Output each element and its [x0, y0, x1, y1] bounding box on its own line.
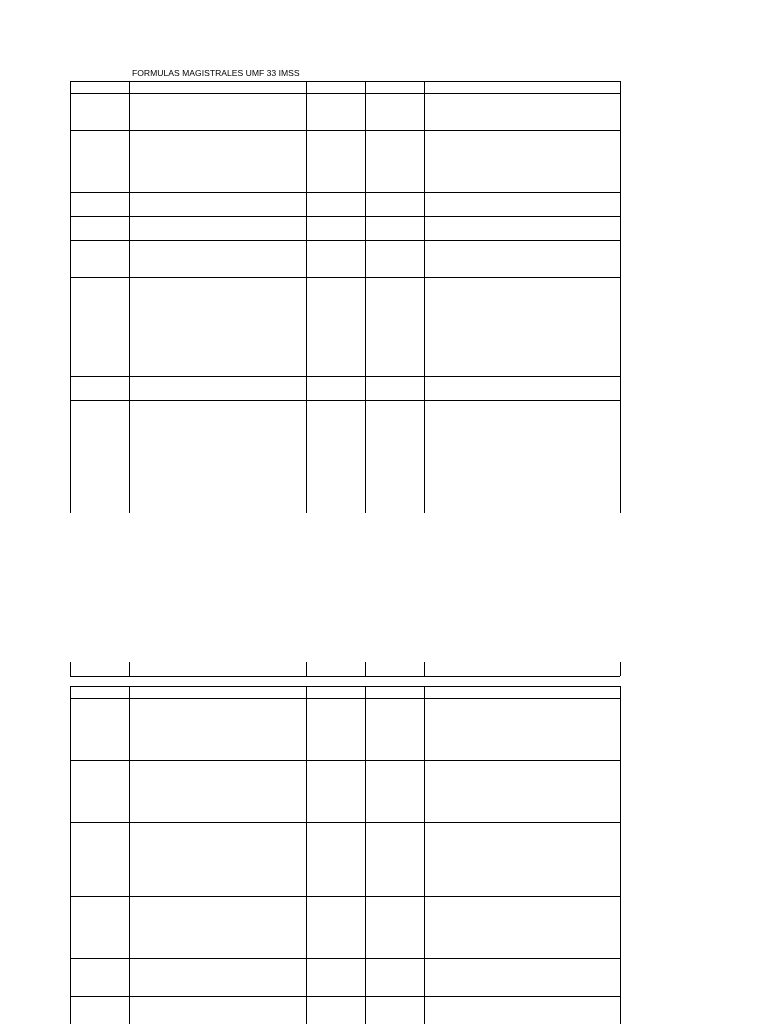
column-rule [620, 81, 621, 513]
column-rule [129, 662, 130, 676]
row-rule [70, 896, 620, 897]
row-rule [70, 240, 620, 241]
row-rule [70, 996, 620, 997]
column-rule [129, 686, 130, 1024]
column-rule [306, 686, 307, 1024]
column-rule [70, 686, 71, 1024]
column-rule [70, 662, 71, 676]
column-rule [365, 662, 366, 676]
row-rule [70, 400, 620, 401]
row-rule [70, 277, 620, 278]
column-rule [70, 81, 71, 513]
row-rule [70, 822, 620, 823]
column-rule [424, 662, 425, 676]
column-rule [365, 81, 366, 513]
row-rule [70, 686, 620, 687]
document-title: FORMULAS MAGISTRALES UMF 33 IMSS [132, 68, 300, 78]
column-rule [424, 81, 425, 513]
row-rule [70, 216, 620, 217]
column-rule [306, 662, 307, 676]
row-rule [70, 698, 620, 699]
row-rule [70, 760, 620, 761]
column-rule [620, 686, 621, 1024]
row-rule [70, 130, 620, 131]
row-rule [70, 192, 620, 193]
row-rule [70, 93, 620, 94]
row-rule [70, 376, 620, 377]
row-rule [70, 958, 620, 959]
row-rule [70, 81, 620, 82]
column-rule [306, 81, 307, 513]
column-rule [620, 662, 621, 676]
column-rule [129, 81, 130, 513]
row-rule [70, 676, 620, 677]
column-rule [365, 686, 366, 1024]
column-rule [424, 686, 425, 1024]
